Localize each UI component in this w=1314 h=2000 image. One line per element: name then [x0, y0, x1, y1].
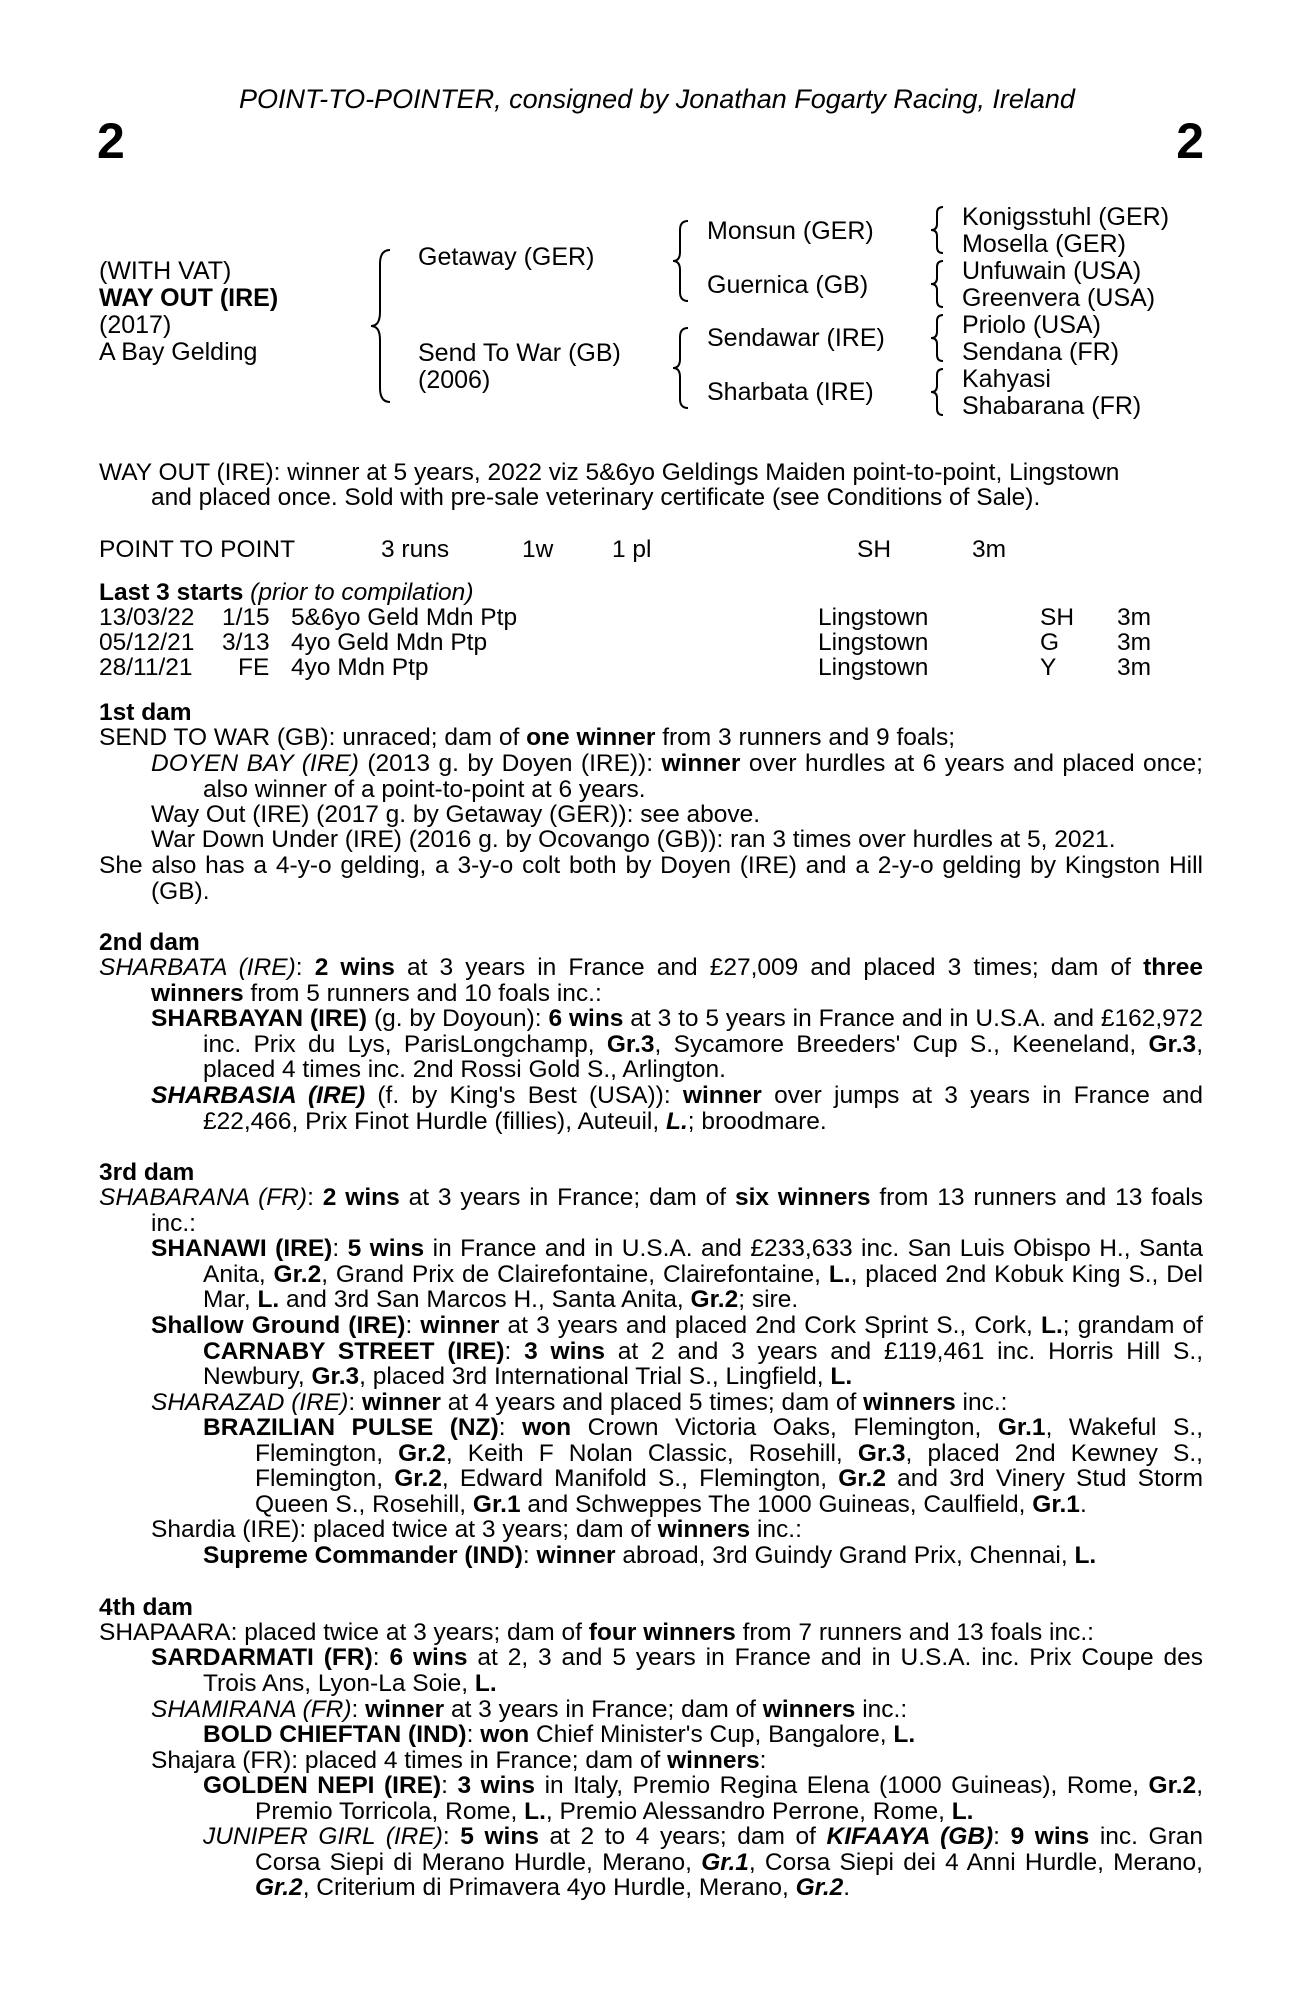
- fourth-dam-foal-2: SHAMIRANA (FR): winner at 3 years in France; dam of winners inc.:: [151, 1696, 908, 1723]
- dam-brace: [670, 325, 694, 411]
- third-dam-foal-2: Shallow Ground (IRE): winner at 3 years and placed 2nd Cork Sprint S., Cork, L.; grandam of CARNABY STREET (IRE): 3 wins at 2 and 3 years and £119,461 inc. Horris Hill S., Newbury, Gr.3, placed 3rd International Trial S., Lingfield, L.: [151, 1312, 1204, 1391]
- sire-brace: [670, 218, 694, 304]
- last-starts-title: Last 3 starts: [99, 579, 244, 606]
- dam-name: Send To War (GB): [418, 339, 621, 367]
- start-distance: 3m: [1117, 654, 1152, 681]
- start-distance: 3m: [1117, 629, 1152, 656]
- third-dam-foal-4: Shardia (IRE): placed twice at 3 years; dam of winners inc.:: [151, 1516, 802, 1543]
- start-race: 4yo Mdn Ptp: [291, 654, 429, 681]
- first-dam-entry: SEND TO WAR (GB): unraced; dam of one winner from 3 runners and 9 foals;: [99, 724, 956, 751]
- gen2-sire-sire: Monsun (GER): [707, 217, 874, 245]
- start-course: Lingstown: [818, 654, 929, 681]
- second-dam-heading: 2nd dam: [99, 929, 200, 956]
- second-dam-foal-2: SHARBASIA (IRE) (f. by King's Best (USA)): winner over jumps at 3 years in France and £22,466, Prix Finot Hurdle (fillies), Auteuil, L.; broodmare.: [151, 1082, 1203, 1135]
- fourth-dam-heading: 4th dam: [99, 1594, 193, 1621]
- start-course: Lingstown: [818, 604, 929, 631]
- gen3-8: Shabarana (FR): [962, 392, 1142, 420]
- start-race: 4yo Geld Mdn Ptp: [291, 629, 488, 656]
- gen3-5: Priolo (USA): [962, 311, 1101, 339]
- ptp-runs: 3 runs: [381, 536, 450, 563]
- last-starts-heading: [99, 580, 473, 606]
- gen3-brace-1: [928, 204, 948, 256]
- gen2-dam-dam: Sharbata (IRE): [707, 378, 874, 406]
- gen3-brace-3: [928, 312, 948, 364]
- first-dam-heading: 1st dam: [99, 699, 192, 726]
- fourth-dam-entry: SHAPAARA: placed twice at 3 years; dam of four winners from 7 runners and 13 foals inc.:: [99, 1619, 1094, 1646]
- third-dam-heading: 3rd dam: [99, 1159, 195, 1186]
- second-dam-entry: SHARBATA (IRE): 2 wins at 3 years in France and £27,009 and placed 3 times; dam of three winners from 5 runners and 10 foals inc.:: [99, 954, 1203, 1007]
- start-position: FE: [238, 654, 270, 681]
- vat-note: (WITH VAT): [99, 257, 232, 285]
- gen3-6: Sendana (FR): [962, 338, 1120, 366]
- start-date: 05/12/21: [99, 629, 195, 656]
- start-position: 1/15: [222, 604, 270, 631]
- horse-description: A Bay Gelding: [99, 338, 258, 366]
- start-going: SH: [1040, 604, 1075, 631]
- ptp-wins: 1w: [522, 536, 554, 563]
- dam-year: (2006): [418, 366, 491, 394]
- first-dam-foal-3: War Down Under (IRE) (2016 g. by Ocovango (GB)): ran 3 times over hurdles at 5, 2021.: [151, 826, 1116, 853]
- pedigree-brace-main: [368, 246, 398, 406]
- summary-line-2: and placed once. Sold with pre-sale veterinary certificate (see Conditions of Sale).: [151, 484, 1041, 511]
- start-course: Lingstown: [818, 629, 929, 656]
- gen3-brace-2: [928, 258, 948, 310]
- gen3-2: Mosella (GER): [962, 230, 1126, 258]
- lot-number-left: 2: [97, 113, 125, 169]
- start-race: 5&6yo Geld Mdn Ptp: [291, 604, 518, 631]
- horse-name: WAY OUT (IRE): [99, 284, 279, 312]
- start-date: 28/11/21: [99, 654, 193, 681]
- start-going: G: [1040, 629, 1060, 656]
- fourth-dam-foal-3: Shajara (FR): placed 4 times in France; dam of winners:: [151, 1747, 767, 1774]
- ptp-label: POINT TO POINT: [99, 536, 296, 563]
- third-dam-foal-1: SHANAWI (IRE): 5 wins in France and in U.S.A. and £233,633 inc. San Luis Obispo H., Santa Anita, Gr.2, Grand Prix de Clairefontaine, Clairefontaine, L., placed 2nd Kobuk King S., Del Mar, L. and 3rd San Marcos H., Santa Anita, Gr.2; sire.: [151, 1235, 1203, 1314]
- fourth-dam-grandfoal-3: JUNIPER GIRL (IRE): 5 wins at 2 to 4 years; dam of KIFAAYA (GB): 9 wins inc. Gran Corsa Siepi di Merano Hurdle, Merano, Gr.1, Corsa Siepi dei 4 Anni Hurdle, Merano, Gr.2, Criterium di Primavera 4yo Hurdle, Merano, Gr.2.: [203, 1823, 1203, 1902]
- fourth-dam-foal-1: SARDARMATI (FR): 6 wins at 2, 3 and 5 years in France and in U.S.A. inc. Prix Coupe des Trois Ans, Lyon-La Soie, L.: [151, 1644, 1203, 1697]
- ptp-going: SH: [857, 536, 892, 563]
- gen3-7: Kahyasi: [962, 365, 1051, 393]
- horse-year: (2017): [99, 311, 172, 339]
- first-dam-foal-2: Way Out (IRE) (2017 g. by Getaway (GER)): see above.: [151, 801, 761, 828]
- third-dam-grandfoal-2: Supreme Commander (IND): winner abroad, 3rd Guindy Grand Prix, Chennai, L.: [203, 1542, 1097, 1569]
- first-dam-note: She also has a 4-y-o gelding, a 3-y-o colt both by Doyen (IRE) and a 2-y-o gelding by Kingston Hill (GB).: [99, 852, 1203, 905]
- last-starts-note: (prior to compilation): [250, 579, 474, 606]
- page-header: POINT-TO-POINTER, consigned by Jonathan Fogarty Racing, Ireland: [239, 84, 1075, 114]
- gen3-brace-4: [928, 366, 948, 418]
- start-date: 13/03/22: [99, 604, 195, 631]
- fourth-dam-grandfoal-2: GOLDEN NEPI (IRE): 3 wins in Italy, Premio Regina Elena (1000 Guineas), Rome, Gr.2, Premio Torricola, Rome, L., Premio Alessandro Perrone, Rome, L.: [203, 1772, 1204, 1825]
- gen3-3: Unfuwain (USA): [962, 257, 1142, 285]
- gen2-sire-dam: Guernica (GB): [707, 271, 869, 299]
- start-going: Y: [1040, 654, 1057, 681]
- lot-number-right: 2: [1176, 113, 1204, 169]
- first-dam-foal-1: DOYEN BAY (IRE) (2013 g. by Doyen (IRE)): winner over hurdles at 6 years and placed once; also winner of a point-to-point at 6 years.: [151, 750, 1203, 803]
- ptp-distance: 3m: [972, 536, 1007, 563]
- gen2-dam-sire: Sendawar (IRE): [707, 324, 885, 352]
- fourth-dam-grandfoal-1: BOLD CHIEFTAN (IND): won Chief Minister's Cup, Bangalore, L.: [203, 1721, 916, 1748]
- second-dam-foal-1: SHARBAYAN (IRE) (g. by Doyoun): 6 wins at 3 to 5 years in France and in U.S.A. and £162,972 inc. Prix du Lys, ParisLongchamp, Gr.3, Sycamore Breeders' Cup S., Keeneland, Gr.3, placed 4 times inc. 2nd Rossi Gold S., Arlington.: [151, 1005, 1204, 1084]
- gen3-1: Konigsstuhl (GER): [962, 203, 1170, 231]
- gen3-4: Greenvera (USA): [962, 284, 1156, 312]
- third-dam-foal-3: SHARAZAD (IRE): winner at 4 years and placed 5 times; dam of winners inc.:: [151, 1389, 1008, 1416]
- third-dam-grandfoal-1: BRAZILIAN PULSE (NZ): won Crown Victoria Oaks, Flemington, Gr.1, Wakeful S., Flemington, Gr.2, Keith F Nolan Classic, Rosehill, Gr.3, placed 2nd Kewney S., Flemington, Gr.2, Edward Manifold S., Flemington, Gr.2 and 3rd Vinery Stud Storm Queen S., Rosehill, Gr.1 and Schweppes The 1000 Guineas, Caulfield, Gr.1.: [203, 1414, 1203, 1518]
- sire-name: Getaway (GER): [418, 243, 595, 271]
- third-dam-entry: SHABARANA (FR): 2 wins at 3 years in France; dam of six winners from 13 runners and 13 foals inc.:: [99, 1184, 1203, 1237]
- ptp-placed: 1 pl: [612, 536, 652, 563]
- start-distance: 3m: [1117, 604, 1152, 631]
- start-position: 3/13: [222, 629, 270, 656]
- summary-line-1: WAY OUT (IRE): winner at 5 years, 2022 viz 5&6yo Geldings Maiden point-to-point, Lingstown: [99, 459, 1120, 486]
